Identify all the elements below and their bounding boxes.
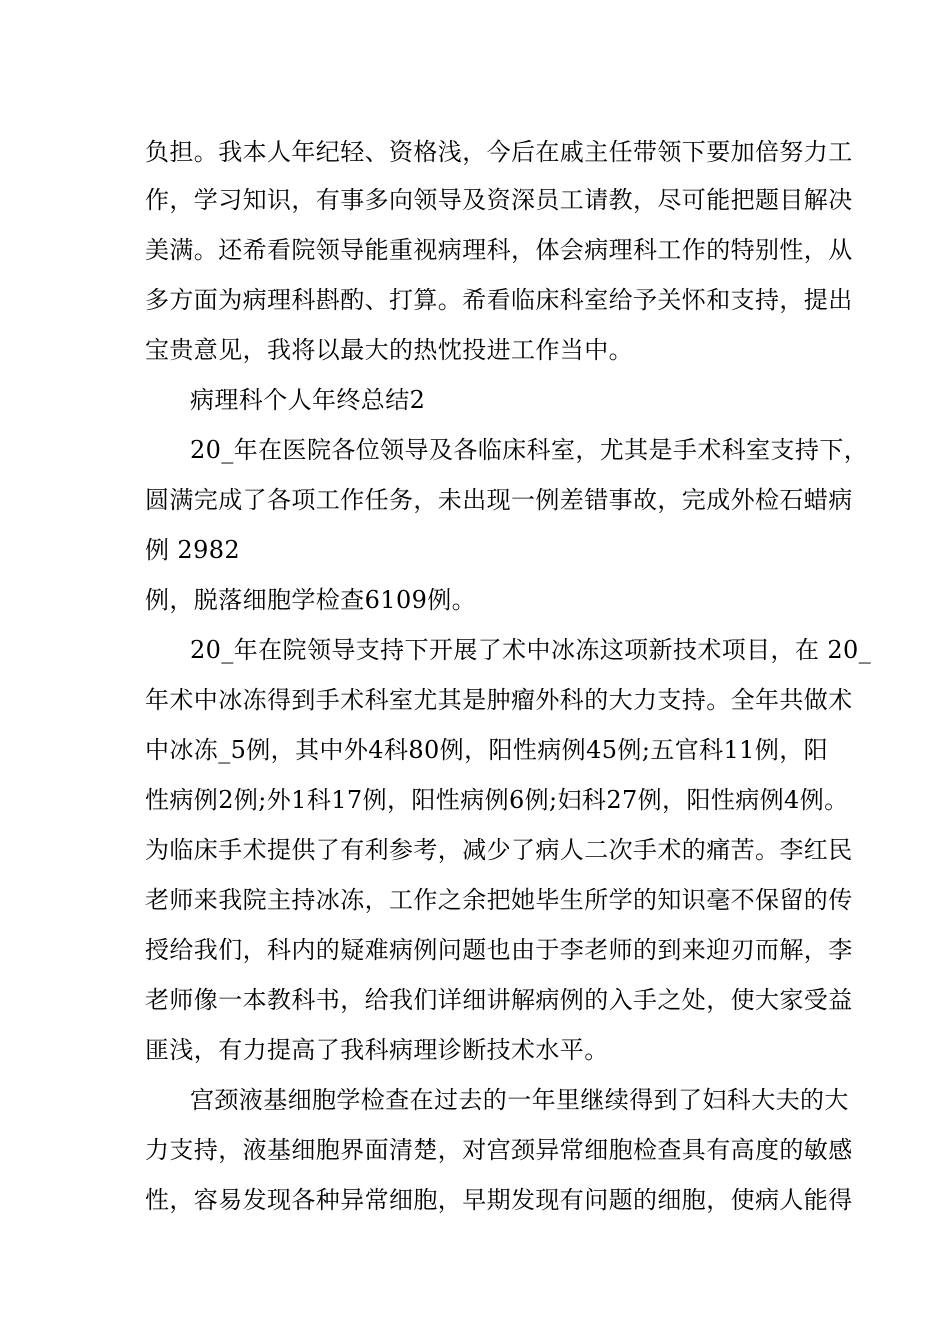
text-line: 美满。还希看院领导能重视病理科，体会病理科工作的特别性，从 — [145, 236, 853, 264]
text-line: 作，学习知识，有事多向领导及资深员工请教，尽可能把题目解决 — [145, 186, 853, 214]
text-line: 例 2982 — [145, 536, 241, 564]
text-line: 20_年在院领导支持下开展了术中冰冻这项新技术项目，在 20_ — [190, 636, 872, 664]
text-line: 例，脱落细胞学检查6109例。 — [145, 586, 477, 614]
text-line: 性，容易发现各种异常细胞，早期发现有问题的细胞，使病人能得 — [145, 1186, 853, 1214]
text-line: 匪浅，有力提高了我科病理诊断技术水平。 — [145, 1036, 609, 1064]
text-line: 年术中冰冻得到手术科室尤其是肿瘤外科的大力支持。全年共做术 — [145, 686, 853, 714]
section-heading: 病理科个人年终总结2 — [190, 386, 426, 414]
text-line: 多方面为病理科斟酌、打算。希看临床科室给予关怀和支持，提出 — [145, 286, 853, 314]
text-line: 老师来我院主持冰冻，工作之余把她毕生所学的知识毫不保留的传 — [145, 886, 853, 914]
text-line: 中冰冻_5例，其中外4科80例，阳性病例45例;五官科11例，阳 — [145, 736, 829, 764]
text-line: 性病例2例;外1科17例，阳性病例6例;妇科27例，阳性病例4例。 — [145, 786, 849, 814]
text-line: 老师像一本教科书，给我们详细讲解病例的入手之处，使大家受益 — [145, 986, 853, 1014]
text-line: 为临床手术提供了有利参考，减少了病人二次手术的痛苦。李红民 — [145, 836, 853, 864]
text-line: 宫颈液基细胞学检查在过去的一年里继续得到了妇科大夫的大 — [190, 1086, 849, 1114]
text-line: 力支持，液基细胞界面清楚，对宫颈异常细胞检查具有高度的敏感 — [145, 1136, 853, 1164]
text-line: 20_年在医院各位领导及各临床科室，尤其是手术科室支持下， — [190, 436, 869, 464]
text-line: 圆满完成了各项工作任务，未出现一例差错事故，完成外检石蜡病 — [145, 486, 853, 514]
text-line: 负担。我本人年纪轻、资格浅，今后在戚主任带领下要加倍努力工 — [145, 138, 853, 166]
text-line: 授给我们，科内的疑难病例问题也由于李老师的到来迎刃而解，李 — [145, 936, 853, 964]
text-line: 宝贵意见，我将以最大的热忱投进工作当中。 — [145, 336, 633, 364]
